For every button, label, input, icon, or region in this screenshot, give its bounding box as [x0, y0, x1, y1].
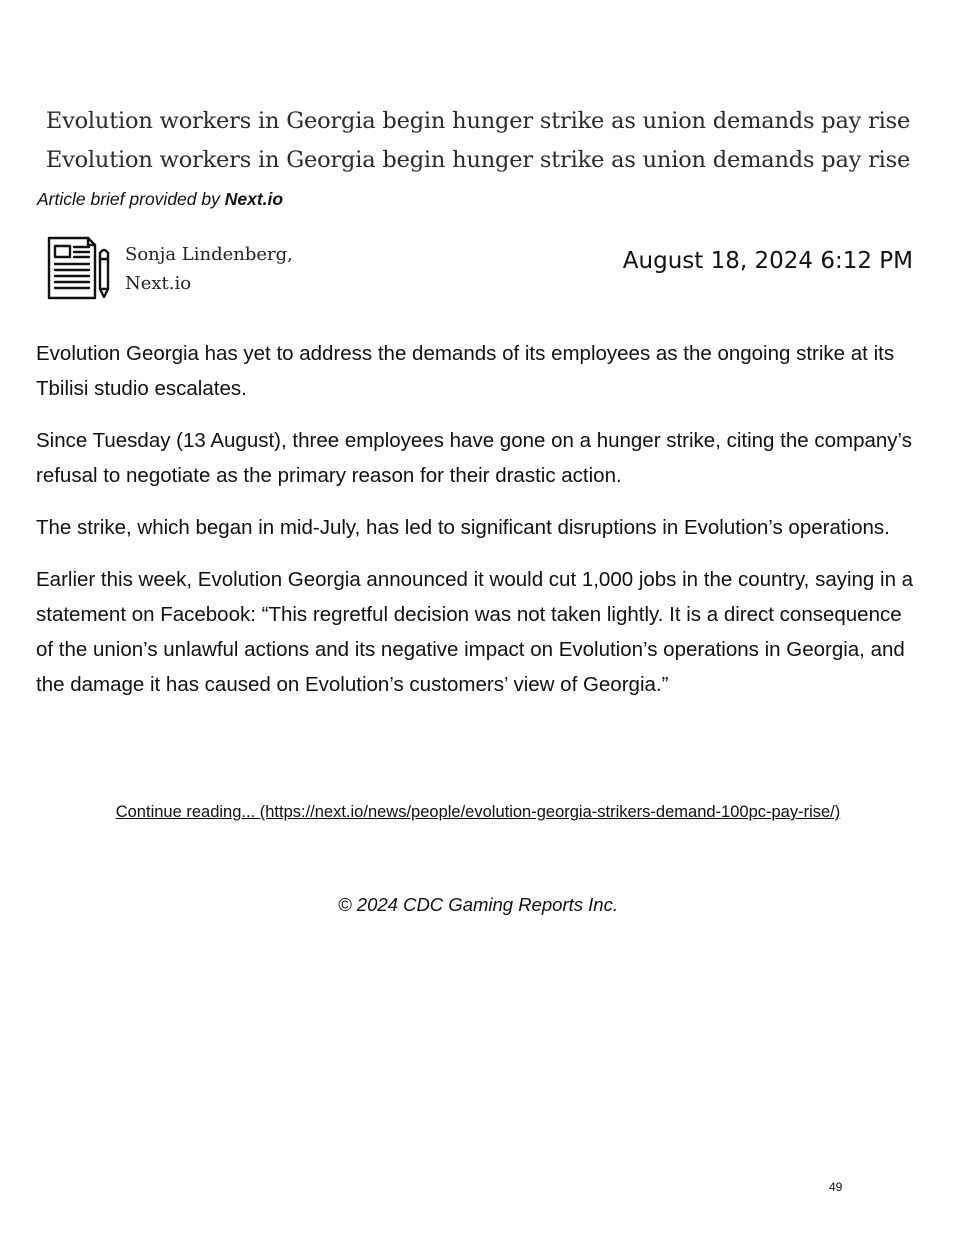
article-brief-credit: [37, 189, 283, 210]
paragraph: Earlier this week, Evolution Georgia announced it would cut 1,000 jobs in the country, saying in a statement on Facebook: “This regretful decision was not taken lightly. It is a direct consequence of the union’s unlawful actions and its negative impact on Evolution’s operations in Georgia, and the damage it has caused on Evolution’s customers’ view of Georgia.”: [36, 568, 914, 696]
copyright-notice: © 2024 CDC Gaming Reports Inc.: [338, 894, 618, 915]
paragraph: Evolution Georgia has yet to address the demands of its employees as the ongoing strike at its Tbilisi studio escalates.: [36, 342, 895, 400]
paragraph: Since Tuesday (13 August), three employees have gone on a hunger strike, citing the company’s refusal to negotiate as the primary reason for their drastic action.: [36, 429, 912, 487]
article-body: [36, 336, 918, 719]
headline: Evolution workers in Georgia begin hunger strike as union demands pay rise: [45, 108, 911, 134]
newspaper-pencil-icon: [44, 235, 112, 301]
headline-repeat: Evolution workers in Georgia begin hunger strike as union demands pay rise: [45, 147, 911, 173]
continue-reading-link[interactable]: Continue reading... (https://next.io/news/people/evolution-georgia-strikers-demand-100pc-pay-rise/): [115, 803, 841, 821]
author-outlet: Next.io: [125, 273, 192, 294]
publish-date: August 18, 2024 6:12 PM: [622, 248, 913, 274]
paragraph: The strike, which began in mid-July, has led to significant disruptions in Evolution’s operations.: [36, 516, 890, 539]
brief-source: Next.io: [224, 189, 284, 209]
page-number: 49: [829, 1180, 843, 1194]
brief-prefix: Article brief provided by: [37, 189, 225, 209]
author-name: Sonja Lindenberg,: [125, 244, 293, 265]
author-byline: [125, 240, 293, 298]
